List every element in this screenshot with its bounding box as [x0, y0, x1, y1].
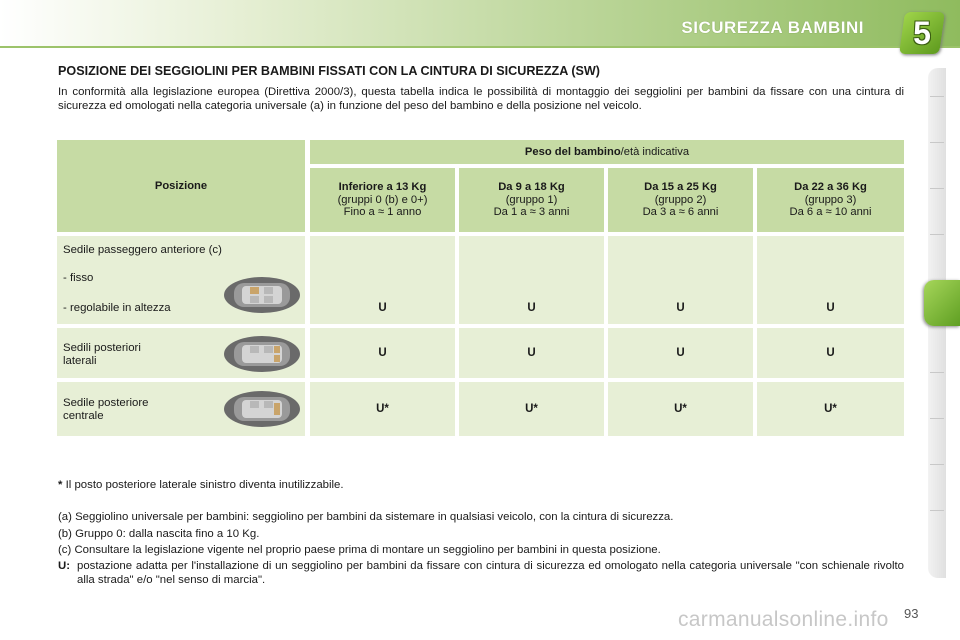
intro-paragraph: In conformità alla legislazione europea (Direttiva 2000/3), questa tabella indica le possibilità di montaggio dei seggiolini per bambini da fissare con una cintura di sicurezza ed omologati nella categoria universale (a) in funzione del peso del bambino e della posizione nel veicolo.	[58, 86, 904, 112]
position-header: Posizione	[154, 179, 208, 192]
column-group: (gruppi 0 (b) e 0+)	[337, 193, 428, 206]
footnote-u	[58, 560, 904, 587]
cell-value: U*	[525, 402, 538, 415]
weight-header	[525, 146, 689, 159]
column-header-0	[310, 168, 455, 232]
cell-value: U	[826, 301, 835, 314]
row-label: Sedile passeggero anteriore (c)	[63, 244, 222, 256]
chapter-title: SICUREZZA BAMBINI	[681, 18, 864, 37]
table-cell	[757, 236, 904, 324]
column-title: Da 15 a 25 Kg	[644, 181, 717, 194]
cell-value: U	[527, 301, 536, 314]
tab-divider	[930, 418, 944, 419]
column-age: Fino a ≈ 1 anno	[343, 206, 422, 219]
column-age: Da 6 a ≈ 10 anni	[789, 206, 872, 219]
tab-divider	[930, 464, 944, 465]
weight-header-rest: /età indicativa	[620, 145, 690, 158]
row-label: laterali	[63, 355, 97, 367]
table-cell	[608, 328, 753, 378]
position-header-cell	[57, 140, 305, 232]
cell-value: U	[378, 346, 387, 359]
table-cell	[459, 236, 604, 324]
column-group: (gruppo 1)	[505, 193, 558, 206]
column-group: (gruppo 3)	[804, 193, 857, 206]
chapter-number: 5	[913, 15, 931, 51]
tab-divider	[930, 96, 944, 97]
table-cell	[310, 382, 455, 436]
column-header-2	[608, 168, 753, 232]
table-cell	[757, 328, 904, 378]
table-cell	[757, 382, 904, 436]
table-cell	[310, 236, 455, 324]
footnote-text: Il posto posteriore laterale sinistro diventa inutilizzabile.	[65, 479, 344, 491]
cell-value: U	[676, 346, 685, 359]
cell-value: U	[378, 301, 387, 314]
footnote-u-text: postazione adatta per l'installazione di un seggiolino per bambini da fissare con cintura di sicurezza ed omologato nella categoria universale "con schienale rivolto alla strada" e/o "nel senso di marcia".	[77, 560, 904, 586]
footnote-b: (b) Gruppo 0: dalla nascita fino a 10 Kg.	[58, 528, 260, 540]
footnote-c: (c) Consultare la legislazione vigente nel proprio paese prima di montare un seggiolino per bambini in questa posizione.	[58, 544, 661, 556]
column-title: Inferiore a 13 Kg	[338, 181, 427, 194]
table-cell	[459, 382, 604, 436]
header-divider	[0, 44, 960, 50]
row-sublabel: - regolabile in altezza	[63, 302, 171, 314]
row-label: centrale	[63, 410, 104, 422]
column-group: (gruppo 2)	[654, 193, 707, 206]
cell-value: U	[527, 346, 536, 359]
table-cell	[608, 236, 753, 324]
footnote-u-label: U:	[58, 560, 71, 572]
tab-divider	[930, 372, 944, 373]
row-label: Sedili posteriori	[63, 342, 141, 354]
cell-value: U	[826, 346, 835, 359]
table-cell	[459, 328, 604, 378]
table-cell	[310, 328, 455, 378]
row-sublabel: - fisso	[63, 272, 94, 284]
weight-header-cell	[310, 140, 904, 164]
column-age: Da 1 a ≈ 3 anni	[493, 206, 570, 219]
column-age: Da 3 a ≈ 6 anni	[642, 206, 719, 219]
table-cell	[608, 382, 753, 436]
cell-value: U	[676, 301, 685, 314]
tab-divider	[930, 510, 944, 511]
column-title: Da 9 a 18 Kg	[498, 181, 565, 194]
chapter-tab-active[interactable]	[924, 280, 960, 326]
tab-divider	[930, 188, 944, 189]
column-header-1	[459, 168, 604, 232]
cell-value: U*	[674, 402, 687, 415]
car-seat-diagram-icon	[222, 388, 302, 430]
car-seat-diagram-icon	[222, 274, 302, 316]
footnote-a: (a) Seggiolino universale per bambini: seggiolino per bambini da sistemare in qualsiasi veicolo, con la cintura di sicurezza.	[58, 511, 674, 523]
footnote-asterisk	[58, 479, 344, 493]
watermark: carmanualsonline.info	[678, 608, 889, 631]
row-label: Sedile posteriore	[63, 397, 149, 409]
column-header-3	[757, 168, 904, 232]
page-number: 93	[904, 606, 919, 621]
cell-value: U*	[376, 402, 389, 415]
tab-divider	[930, 234, 944, 235]
cell-value: U*	[824, 402, 837, 415]
section-title: POSIZIONE DEI SEGGIOLINI PER BAMBINI FISSATI CON LA CINTURA DI SICUREZZA (SW)	[58, 64, 601, 78]
car-seat-diagram-icon	[222, 333, 302, 375]
weight-header-bold: Peso del bambino	[524, 145, 621, 158]
asterisk-mark: *	[58, 479, 63, 491]
tab-divider	[930, 142, 944, 143]
column-title: Da 22 a 36 Kg	[794, 181, 867, 194]
